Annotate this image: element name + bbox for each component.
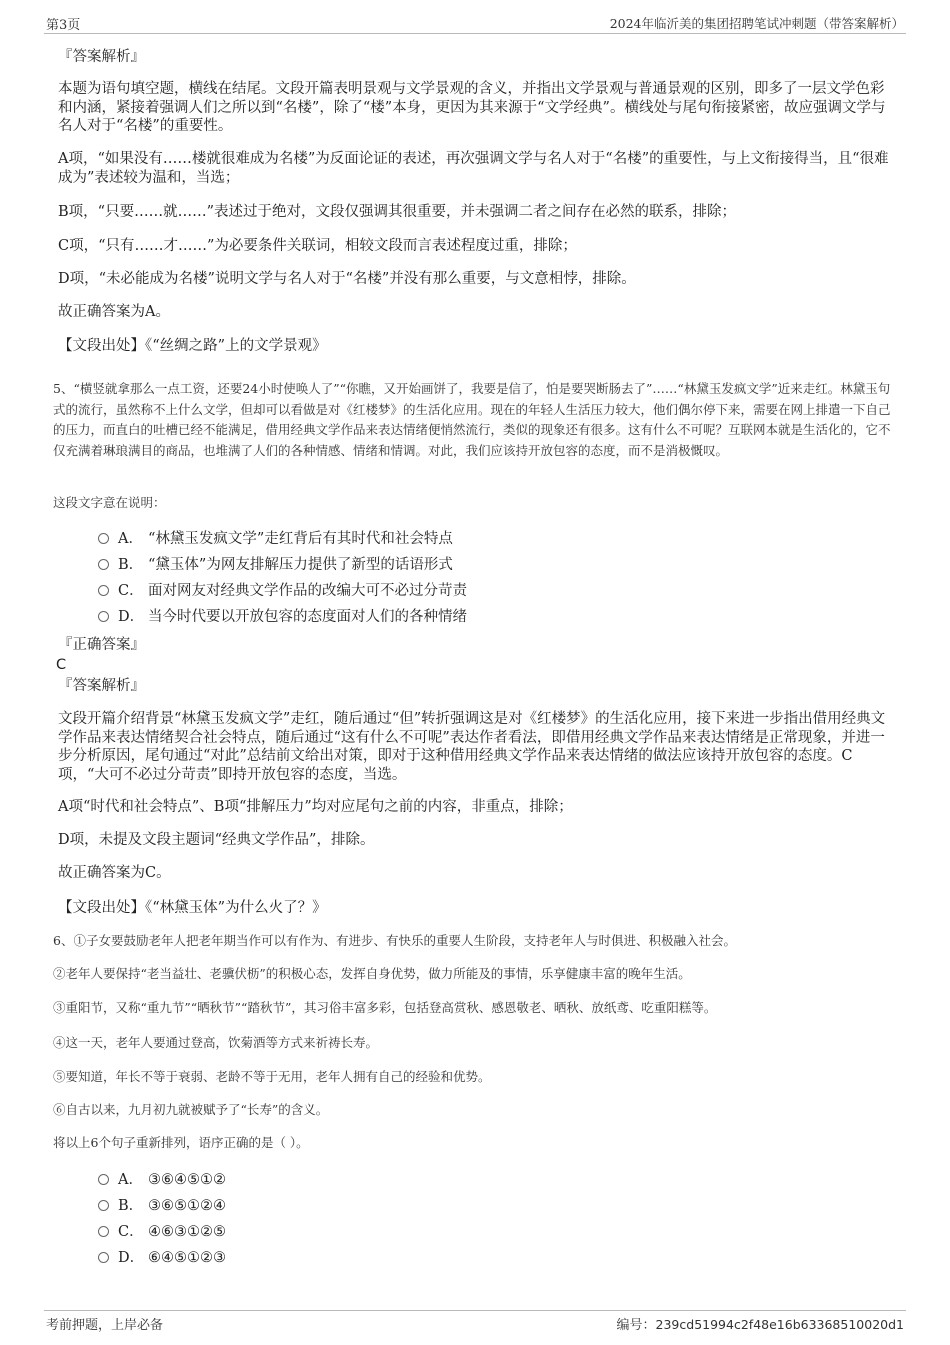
q4-analysis-option-d: D项，“未必能成为名楼”说明文学与名人对于“名楼”并没有那么重要，与文意相悖，排除。 [58, 271, 636, 287]
option-letter: D． [118, 1250, 145, 1266]
option-letter: A． [118, 1172, 143, 1188]
radio-icon[interactable] [98, 533, 109, 544]
option-letter: C． [118, 583, 144, 599]
header-divider [44, 33, 906, 34]
q6-sentence-6: ⑥自古以来，九月初九就被赋予了“长寿”的含义。 [53, 1102, 329, 1117]
footer-slogan: 考前押题，上岸必备 [46, 1318, 164, 1333]
q6-sentence-4: ④这一天，老年人要通过登高，饮菊酒等方式来祈祷长寿。 [53, 1035, 379, 1050]
radio-icon[interactable] [98, 1200, 109, 1211]
q6-option-c[interactable] [98, 1223, 226, 1241]
page-number: 第3页 [46, 18, 81, 33]
radio-icon[interactable] [98, 1174, 109, 1185]
q5-analysis-main: 文段开篇介绍背景“林黛玉发疯文学”走红，随后通过“但”转折强调这是对《红楼梦》的生活化应用，接下来进一步指出借用经典文学作品来表达情绪契合社会特点，随后通过“这有什么不可呢”表达作者看法，即借用经典文学作品来表达情绪是正常现象，并进一步分析原因，尾句通过“对此”总结前文给出对策，即对于这种借用经典文学作品来表达情绪的做法应该持开放包容的态度。C项，“大可不必过分苛责”即持开放包容的态度，当选。 [58, 711, 886, 783]
serial-label: 编号： [616, 1318, 656, 1333]
q4-analysis-heading: 『答案解析』 [58, 49, 145, 65]
option-letter: A． [118, 531, 143, 547]
q5-option-d[interactable] [98, 608, 467, 626]
option-letter: B． [118, 1198, 144, 1214]
q6-sentence-2: ②老年人要保持“老当益壮、老骥伏枥”的积极心态，发挥自身优势，做力所能及的事情，乐享健康丰富的晚年生活。 [53, 966, 691, 981]
q5-source: 【文段出处】《“林黛玉体”为什么火了？》 [58, 900, 327, 916]
option-text: ④⑥③①②⑤ [148, 1224, 226, 1240]
option-text: “黛玉体”为网友排解压力提供了新型的话语形式 [148, 557, 453, 573]
q4-source: 【文段出处】《“丝绸之路”上的文学景观》 [58, 338, 327, 354]
q5-answer-heading: 『正确答案』 [58, 637, 145, 653]
radio-icon[interactable] [98, 611, 109, 622]
option-letter: C． [118, 1224, 144, 1240]
q6-option-d[interactable] [98, 1249, 226, 1267]
q6-sentence-1: 6、①子女要鼓励老年人把老年期当作可以有作为、有进步、有快乐的重要人生阶段，支持老年人与时俱进、积极融入社会。 [53, 933, 736, 948]
q6-option-a[interactable] [98, 1171, 226, 1189]
q5-analysis-d: D项，未提及文段主题词“经典文学作品”，排除。 [58, 832, 375, 848]
q5-question: 这段文字意在说明： [53, 495, 166, 510]
q5-option-a[interactable] [98, 530, 453, 548]
radio-icon[interactable] [98, 585, 109, 596]
q6-option-b[interactable] [98, 1197, 226, 1215]
q5-passage: 5、“横竖就拿那么一点工资，还要24小时使唤人了”“你瞧，又开始画饼了，我要是信了，怕是要哭断肠去了”……“林黛玉发疯文学”近来走红。林黛玉句式的流行，虽然称不上什么文学，但却可以看做是对《红楼梦》的生活化应用。现在的年轻人生活压力较大，他们偶尔停下来，需要在网上排遣一下自己的压力，而直白的吐槽已经不能满足，借用经典文学作品来表达情绪便悄然流行，类似的现象还有很多。这有什么不可呢？互联网本就是生活化的，它不仅充满着琳琅满目的商品，也堆满了人们的各种情感、情绪和情调。对此，我们应该持开放包容的态度，而不是消极慨叹。 [53, 381, 891, 458]
q5-answer: C [56, 657, 67, 673]
q4-analysis-option-b: B项，“只要……就……”表述过于绝对，文段仅强调其很重要，并未强调二者之间存在必然的联系，排除； [58, 204, 736, 220]
option-text: 面对网友对经典文学作品的改编大可不必过分苛责 [148, 583, 467, 599]
radio-icon[interactable] [98, 1252, 109, 1263]
q5-analysis-ab: A项“时代和社会特点”、B项“排解压力”均对应尾句之前的内容，非重点，排除； [58, 799, 573, 815]
option-text: 当今时代要以开放包容的态度面对人们的各种情绪 [148, 609, 467, 625]
q5-conclusion: 故正确答案为C。 [58, 865, 171, 881]
q4-analysis-option-c: C项，“只有……才……”为必要条件关联词，相较文段而言表述程度过重，排除； [58, 238, 577, 254]
q6-sentence-3: ③重阳节，又称“重九节”“晒秋节”“踏秋节”，其习俗丰富多彩，包括登高赏秋、感恩敬老、晒秋、放纸鸢、吃重阳糕等。 [53, 1000, 717, 1015]
option-text: “林黛玉发疯文学”走红背后有其时代和社会特点 [148, 531, 453, 547]
q4-analysis-option-a: A项，“如果没有……楼就很难成为名楼”为反面论证的表述，再次强调文学与名人对于“名楼”的重要性，与上文衔接得当，且“很难成为”表述较为温和，当选； [58, 151, 889, 186]
option-text: ③⑥⑤①②④ [148, 1198, 226, 1214]
radio-icon[interactable] [98, 1226, 109, 1237]
q5-option-c[interactable] [98, 582, 467, 600]
q6-sentence-5: ⑤要知道，年长不等于衰弱、老龄不等于无用，老年人拥有自己的经验和优势。 [53, 1069, 491, 1084]
radio-icon[interactable] [98, 559, 109, 570]
q4-conclusion: 故正确答案为A。 [58, 304, 170, 320]
footer-serial [617, 1314, 904, 1333]
q5-analysis-heading: 『答案解析』 [58, 678, 145, 694]
q5-option-b[interactable] [98, 556, 453, 574]
serial-value: 239cd51994c2f48e16b63368510020d1 [655, 1317, 904, 1332]
option-text: ③⑥④⑤①② [148, 1172, 226, 1188]
footer-divider [44, 1310, 906, 1311]
option-letter: B． [118, 557, 144, 573]
document-title: 2024年临沂美的集团招聘笔试冲刺题（带答案解析） [609, 16, 904, 31]
q4-analysis-intro: 本题为语句填空题，横线在结尾。文段开篇表明景观与文学景观的含义，并指出文学景观与普通景观的区别，即多了一层文学色彩和内涵，紧接着强调人们之所以到“名楼”，除了“楼”本身，更因为其来源于“文学经典”。横线处与尾句衔接紧密，故应强调文学与名人对于“名楼”的重要性。 [58, 81, 886, 134]
option-text: ⑥④⑤①②③ [148, 1250, 226, 1266]
option-letter: D． [118, 609, 145, 625]
q6-question: 将以上6个句子重新排列，语序正确的是（ ）。 [53, 1135, 309, 1150]
